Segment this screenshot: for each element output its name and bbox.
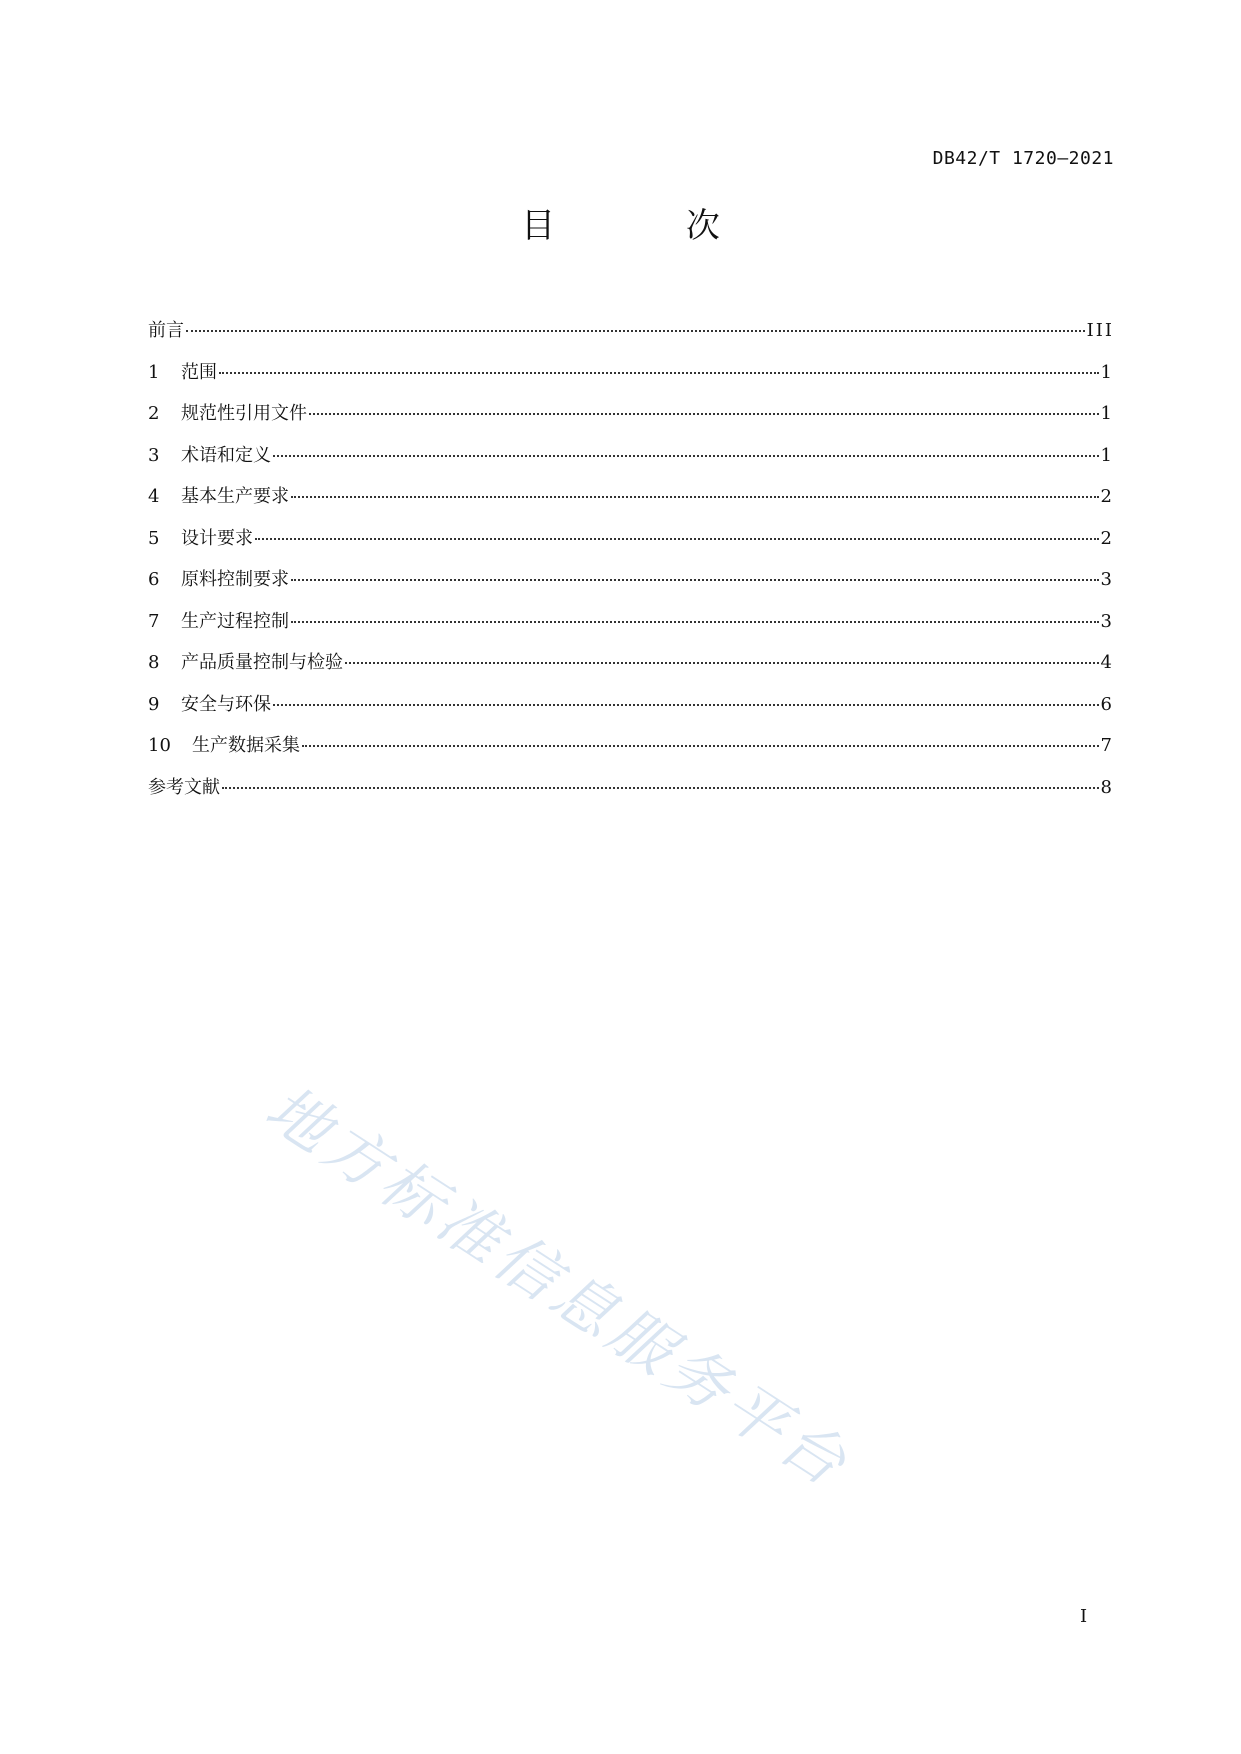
toc-entry-label: 生产过程控制 xyxy=(181,610,289,632)
toc-dot-leader xyxy=(222,786,1099,789)
toc-entry-1[interactable] xyxy=(148,352,1114,394)
toc-entry-number: 3 xyxy=(148,444,160,466)
toc-entry-page: III xyxy=(1086,320,1114,341)
toc-dot-leader xyxy=(255,537,1099,540)
toc-entry-label: 生产数据采集 xyxy=(192,735,300,756)
toc-entry-number: 1 xyxy=(148,361,160,383)
toc-entry-page: 1 xyxy=(1100,361,1114,383)
toc-entry-number: 9 xyxy=(148,693,160,715)
toc-dot-leader xyxy=(345,661,1099,664)
toc-entry-label: 范围 xyxy=(181,361,217,383)
toc-entry-label: 规范性引用文件 xyxy=(181,403,307,424)
toc-entry-label: 原料控制要求 xyxy=(181,569,289,590)
toc-entry-number: 4 xyxy=(148,486,160,507)
toc-entry-label: 术语和定义 xyxy=(181,444,271,466)
toc-dot-leader xyxy=(291,495,1099,498)
toc-entry-number: 2 xyxy=(148,403,160,424)
toc-entry-5[interactable] xyxy=(148,518,1114,560)
toc-entry-page: 3 xyxy=(1100,569,1114,590)
toc-entry-number: 7 xyxy=(148,610,160,632)
toc-dot-leader xyxy=(291,578,1099,581)
table-of-contents xyxy=(148,310,1114,808)
toc-entry-page: 8 xyxy=(1100,776,1114,798)
toc-dot-leader xyxy=(273,454,1099,457)
toc-entry-label: 安全与环保 xyxy=(181,693,271,715)
toc-dot-leader xyxy=(309,412,1099,415)
toc-title: 目 次 xyxy=(521,206,780,246)
toc-entry-label: 设计要求 xyxy=(181,527,253,549)
toc-entry-label: 产品质量控制与检验 xyxy=(181,652,343,673)
toc-entry-number: 5 xyxy=(148,527,160,549)
toc-entry-9[interactable] xyxy=(148,684,1114,726)
toc-entry-page: 6 xyxy=(1100,693,1114,715)
toc-dot-leader xyxy=(219,371,1099,374)
toc-entry-4[interactable] xyxy=(148,476,1114,518)
toc-entry-label: 前言 xyxy=(148,320,184,341)
page-number: I xyxy=(1080,1606,1088,1627)
toc-entry-number: 8 xyxy=(148,652,160,673)
toc-entry-page: 2 xyxy=(1100,527,1114,549)
toc-entry-number: 10 xyxy=(148,735,171,756)
toc-entry-page: 2 xyxy=(1100,486,1114,507)
toc-entry-page: 3 xyxy=(1100,610,1114,632)
watermark: 地方标准信息服务平台 xyxy=(253,1070,864,1503)
toc-entry-foreword[interactable] xyxy=(148,310,1114,352)
toc-dot-leader xyxy=(291,620,1099,623)
toc-dot-leader xyxy=(273,703,1099,706)
toc-entry-page: 4 xyxy=(1100,652,1114,673)
toc-entry-3[interactable] xyxy=(148,435,1114,477)
toc-dot-leader xyxy=(186,329,1085,332)
toc-entry-10[interactable] xyxy=(148,725,1114,767)
toc-entry-number: 6 xyxy=(148,569,160,590)
toc-entry-page: 1 xyxy=(1100,444,1114,466)
toc-dot-leader xyxy=(302,744,1099,747)
toc-entry-6[interactable] xyxy=(148,559,1114,601)
toc-entry-label: 基本生产要求 xyxy=(181,486,289,507)
toc-entry-label: 参考文献 xyxy=(148,776,220,798)
toc-entry-7[interactable] xyxy=(148,601,1114,643)
standard-code: DB42/T 1720—2021 xyxy=(932,148,1114,169)
toc-entry-page: 1 xyxy=(1100,403,1114,424)
toc-entry-bibliography[interactable] xyxy=(148,767,1114,809)
toc-entry-2[interactable] xyxy=(148,393,1114,435)
toc-entry-8[interactable] xyxy=(148,642,1114,684)
toc-entry-page: 7 xyxy=(1100,735,1114,756)
